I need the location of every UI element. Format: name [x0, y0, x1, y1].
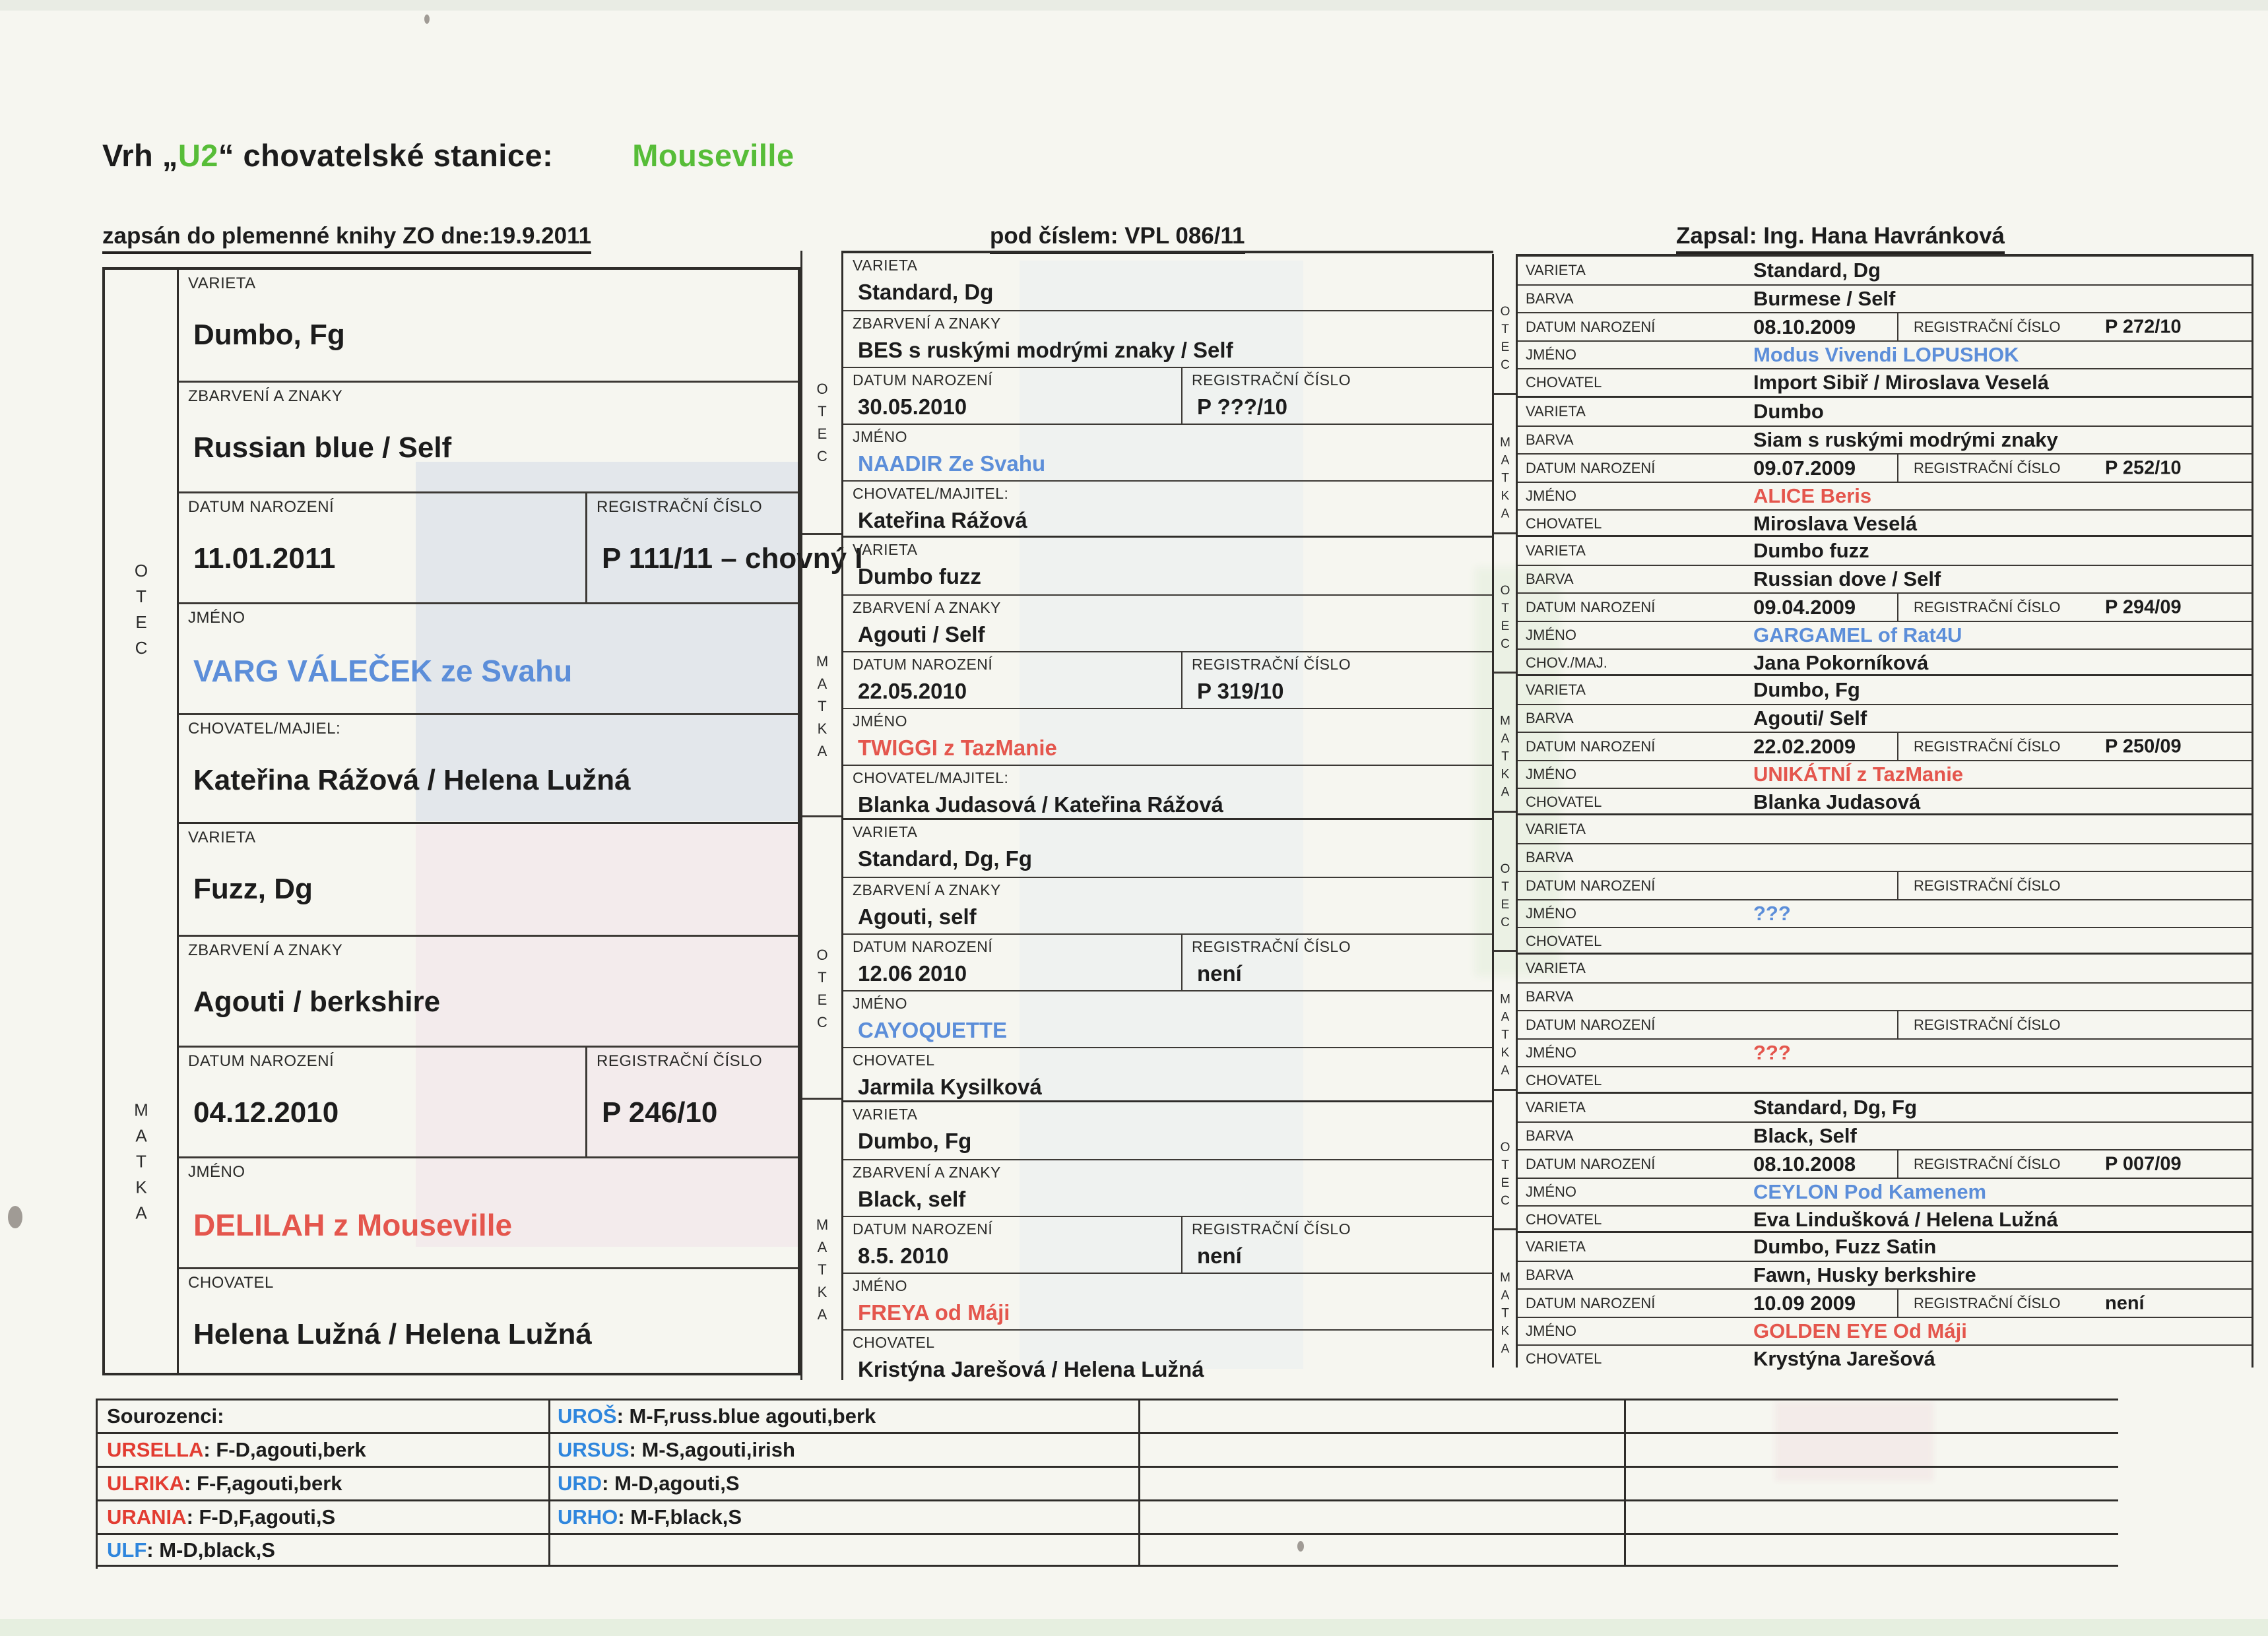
role-label: MATKA	[1498, 435, 1512, 525]
sibling-row	[98, 1466, 2118, 1499]
birthdate-value: 12.06 2010	[858, 961, 967, 986]
varieta-label: VARIETA	[1526, 960, 1586, 976]
siblings-table	[96, 1399, 2118, 1569]
role-label: OTEC	[1498, 1140, 1512, 1212]
varieta-label: VARIETA	[853, 541, 918, 558]
sibling-info: : M-F,black,S	[618, 1505, 742, 1528]
sibling-name: URSUS	[558, 1438, 630, 1461]
birthdate-label: DATUM NAROZENÍ	[1526, 1155, 1656, 1172]
sibling-info: : M-S,agouti,irish	[629, 1438, 795, 1461]
name-label: JMÉNO	[1526, 346, 1576, 363]
color-value: Agouti/ Self	[1753, 707, 1867, 730]
sibling-cell	[548, 1501, 1138, 1533]
grandparent-block-otec-2	[843, 818, 1493, 1102]
name-label: JMÉNO	[188, 609, 245, 627]
animal-name: DELILAH z Mouseville	[193, 1208, 513, 1242]
scan-edge-bottom	[0, 1619, 2268, 1636]
name-label: JMÉNO	[853, 995, 907, 1012]
cell-divider	[1897, 594, 1898, 621]
sibling-cell	[1138, 1400, 1624, 1432]
scan-artifact	[8, 1206, 22, 1228]
animal-name: ???	[1753, 902, 1791, 925]
column-divider	[548, 1400, 550, 1432]
breeder-value: Jarmila Kysilková	[858, 1075, 1042, 1099]
column-divider	[1138, 1535, 1140, 1565]
column-divider	[1138, 1400, 1140, 1432]
varieta-label: VARIETA	[1526, 262, 1586, 278]
varieta-value: Dumbo, Fg	[1753, 678, 1860, 701]
column-divider	[1138, 1468, 1140, 1499]
coloring-value: Black, self	[858, 1187, 966, 1211]
color-label: BARVA	[1526, 1127, 1574, 1144]
animal-name: UNIKÁTNÍ z TazManie	[1753, 763, 1964, 786]
color-label: BARVA	[1526, 988, 1574, 1005]
coloring-label: ZBARVENÍ A ZNAKY	[853, 315, 1001, 332]
varieta-label: VARIETA	[853, 257, 918, 274]
role-label: MATKA	[814, 652, 831, 765]
sibling-name: ULRIKA	[107, 1472, 185, 1495]
registration-cell	[1181, 368, 1493, 424]
sibling-name: UROŠ	[558, 1404, 617, 1428]
name-label: JMÉNO	[853, 1277, 907, 1294]
registration-cell	[1181, 935, 1493, 990]
registration-value: P 250/09	[2105, 736, 2182, 757]
birthdate-label: DATUM NAROZENÍ	[853, 938, 993, 955]
varieta-value: Dumbo fuzz	[1753, 539, 1869, 562]
color-label: BARVA	[1526, 1267, 1574, 1283]
sibling-cell	[1624, 1535, 2120, 1565]
sibling-cell	[98, 1434, 548, 1466]
sibling-name: URHO	[558, 1505, 618, 1528]
coloring-label: ZBARVENÍ A ZNAKY	[188, 941, 343, 959]
animal-name: GARGAMEL of Rat4U	[1753, 623, 1962, 646]
sibling-info: : F-D,agouti,berk	[203, 1438, 366, 1461]
column-divider	[1624, 1468, 1626, 1499]
animal-name: VARG VÁLEČEK ze Svahu	[193, 654, 573, 688]
breeder-label: CHOVATEL	[1526, 374, 1602, 391]
birthdate-label: DATUM NAROZENÍ	[853, 656, 993, 673]
coloring-label: ZBARVENÍ A ZNAKY	[853, 1164, 1001, 1181]
varieta-label: VARIETA	[1526, 681, 1586, 698]
scan-artifact	[424, 15, 430, 24]
registration-value: P ???/10	[1197, 394, 1287, 419]
role-label: OTEC	[1498, 862, 1512, 933]
parent-block-matka	[179, 822, 798, 1378]
birthdate-label: DATUM NAROZENÍ	[1526, 318, 1656, 335]
breeder-value: Krystýna Jarešová	[1753, 1347, 1935, 1370]
breeder-value: Miroslava Veselá	[1753, 512, 1918, 535]
varieta-value: Standard, Dg	[1753, 259, 1881, 282]
column-divider	[548, 1434, 550, 1466]
breeder-label: CHOVATEL/MAJITEL:	[853, 769, 1009, 786]
sibling-name: ULF	[107, 1538, 147, 1561]
breeder-value: Kateřina Rážová / Helena Lužná	[193, 764, 631, 796]
sibling-cell	[1624, 1501, 2120, 1533]
sibling-cell	[1138, 1535, 1624, 1565]
varieta-label: VARIETA	[853, 1106, 918, 1123]
animal-name: ALICE Beris	[1753, 484, 1872, 507]
column-divider	[548, 1468, 550, 1499]
column-divider	[1624, 1434, 1626, 1466]
cell-divider	[1897, 872, 1898, 899]
registration-label: REGISTRAČNÍ ČÍSLO	[1914, 1155, 2061, 1172]
registration-label: REGISTRAČNÍ ČÍSLO	[1914, 318, 2061, 335]
varieta-label: VARIETA	[1526, 821, 1586, 837]
registration-number-line: pod číslem: VPL 086/11	[990, 223, 1245, 254]
birthdate-value: 04.12.2010	[193, 1096, 339, 1129]
breeder-label: CHOVATEL	[188, 1274, 274, 1292]
cell-divider	[1897, 313, 1898, 340]
birthdate-value: 09.07.2009	[1753, 456, 1856, 480]
color-label: BARVA	[1526, 710, 1574, 726]
name-label: JMÉNO	[1526, 905, 1576, 922]
sibling-cell	[98, 1501, 548, 1533]
sibling-name: URD	[558, 1472, 602, 1495]
great-grandparent-block-otec-6	[1518, 1092, 2252, 1233]
registration-value: P 252/10	[2105, 457, 2182, 478]
breeder-value: Eva Lindušková / Helena Lužná	[1753, 1208, 2058, 1231]
sibling-cell	[1138, 1501, 1624, 1533]
coloring-label: ZBARVENÍ A ZNAKY	[853, 881, 1001, 898]
great-grandparent-block-matka-7	[1518, 1231, 2252, 1372]
animal-name: CAYOQUETTE	[858, 1018, 1008, 1042]
parents-table	[102, 267, 863, 1375]
role-label: MATKA	[1498, 714, 1512, 803]
breeder-value: Jana Pokorníková	[1753, 651, 1929, 674]
breeder-label: CHOVATEL	[1526, 933, 1602, 949]
column-divider	[1624, 1501, 1626, 1533]
registration-value: P 111/11 – chovný I	[602, 542, 863, 575]
breeder-label: CHOVATEL	[853, 1334, 935, 1351]
great-grandparents-role-strip	[1492, 254, 1518, 1368]
birthdate-label: DATUM NAROZENÍ	[1526, 598, 1656, 615]
great-grandparent-block-otec-4	[1518, 813, 2252, 955]
birthdate-label: DATUM NAROZENÍ	[1526, 738, 1656, 755]
registration-label: REGISTRAČNÍ ČÍSLO	[1914, 1016, 2061, 1033]
breeder-value: Blanka Judasová	[1753, 790, 1921, 813]
breeder-label: CHOVATEL	[853, 1052, 935, 1069]
sibling-info: : F-F,agouti,berk	[184, 1472, 342, 1495]
sibling-info: : M-F,russ.blue agouti,berk	[616, 1404, 876, 1428]
great-grandparent-block-otec-2	[1518, 535, 2252, 676]
page-title	[102, 137, 794, 173]
grandparents-table	[843, 251, 1493, 1380]
registration-label: REGISTRAČNÍ ČÍSLO	[1914, 877, 2061, 894]
registration-label: REGISTRAČNÍ ČÍSLO	[1192, 656, 1351, 673]
grandparent-block-otec-0	[843, 253, 1493, 536]
color-label: BARVA	[1526, 431, 1574, 448]
registration-value: P 246/10	[602, 1096, 718, 1129]
name-label: JMÉNO	[1526, 627, 1576, 643]
role-label: OTEC	[1498, 304, 1512, 376]
sibling-text: Sourozenci:	[107, 1404, 224, 1428]
varieta-label: VARIETA	[1526, 1238, 1586, 1255]
birthdate-value: 22.02.2009	[1753, 734, 1856, 758]
great-grandparent-block-matka-5	[1518, 953, 2252, 1094]
coloring-value: Agouti / Self	[858, 622, 985, 646]
animal-name: NAADIR Ze Svahu	[858, 451, 1046, 476]
sibling-name: URANIA	[107, 1505, 187, 1528]
role-label: OTEC	[131, 560, 151, 664]
great-grandparent-block-matka-3	[1518, 674, 2252, 815]
breeder-label: CHOVATEL/MAJITEL:	[853, 485, 1009, 502]
registration-label: REGISTRAČNÍ ČÍSLO	[1914, 459, 2061, 476]
registration-label: REGISTRAČNÍ ČÍSLO	[1192, 1220, 1351, 1238]
varieta-label: VARIETA	[853, 823, 918, 840]
color-value: Black, Self	[1753, 1124, 1857, 1147]
role-label: OTEC	[814, 381, 831, 471]
coloring-value: Agouti, self	[858, 904, 977, 929]
role-label: MATKA	[131, 1100, 151, 1229]
registration-label: REGISTRAČNÍ ČÍSLO	[1914, 598, 2061, 615]
registration-label: REGISTRAČNÍ ČÍSLO	[1914, 1294, 2061, 1311]
breeder-label: CHOVATEL	[1526, 794, 1602, 810]
title-suffix: “ chovatelské stanice:	[218, 138, 554, 173]
birthdate-value: 09.04.2009	[1753, 595, 1856, 619]
varieta-label: VARIETA	[188, 274, 256, 292]
title-prefix: Vrh „	[102, 138, 178, 173]
registration-value: P 319/10	[1197, 679, 1284, 703]
registration-label: REGISTRAČNÍ ČÍSLO	[597, 498, 763, 516]
registration-label: REGISTRAČNÍ ČÍSLO	[1192, 938, 1351, 955]
name-label: JMÉNO	[853, 428, 907, 445]
sibling-cell	[548, 1400, 1138, 1432]
registration-value: P 007/09	[2105, 1153, 2182, 1174]
breeder-value: Kristýna Jarešová / Helena Lužná	[858, 1357, 1204, 1381]
sibling-row	[98, 1499, 2118, 1533]
birthdate-label: DATUM NAROZENÍ	[1526, 1016, 1656, 1033]
sibling-row	[98, 1399, 2118, 1432]
birthdate-value: 08.10.2008	[1753, 1152, 1856, 1176]
varieta-label: VARIETA	[1526, 403, 1586, 420]
registration-label: REGISTRAČNÍ ČÍSLO	[1192, 371, 1351, 389]
breeder-label: CHOVATEL/MAJIEL:	[188, 720, 341, 738]
registration-value: P 294/09	[2105, 596, 2182, 617]
sibling-cell	[1138, 1434, 1624, 1466]
registration-value: P 272/10	[2105, 316, 2182, 337]
varieta-value: Standard, Dg, Fg	[858, 846, 1032, 871]
great-grandparent-block-otec-0	[1518, 257, 2252, 396]
breeder-value: Import Sibiř / Miroslava Veselá	[1753, 371, 2049, 394]
registered-date-line: zapsán do plemenné knihy ZO dne:19.9.2011	[102, 223, 591, 254]
birthdate-label: DATUM NAROZENÍ	[1526, 1294, 1656, 1311]
cell-divider	[1897, 733, 1898, 760]
varieta-label: VARIETA	[188, 829, 256, 846]
breeder-label: CHOVATEL	[1526, 1350, 1602, 1367]
column-divider	[1624, 1400, 1626, 1432]
animal-name: Modus Vivendi LOPUSHOK	[1753, 343, 2019, 366]
color-label: BARVA	[1526, 290, 1574, 307]
sibling-cell	[548, 1468, 1138, 1499]
sibling-cell	[1624, 1468, 2120, 1499]
birthdate-value: 08.10.2009	[1753, 315, 1856, 338]
column-divider	[1138, 1501, 1140, 1533]
color-value: Fawn, Husky berkshire	[1753, 1263, 1976, 1286]
name-label: JMÉNO	[1526, 1183, 1576, 1200]
cell-divider	[1897, 1150, 1898, 1178]
registration-label: REGISTRAČNÍ ČÍSLO	[597, 1052, 763, 1070]
varieta-value: Dumbo, Fg	[858, 1129, 972, 1153]
coloring-label: ZBARVENÍ A ZNAKY	[188, 387, 343, 405]
name-label: JMÉNO	[188, 1163, 245, 1181]
sibling-cell	[1624, 1434, 2120, 1466]
breeder-label: CHOV./MAJ.	[1526, 654, 1607, 671]
registration-cell	[585, 493, 863, 602]
birthdate-label: DATUM NAROZENÍ	[853, 1220, 993, 1238]
breeder-label: CHOVATEL	[1526, 1072, 1602, 1088]
varieta-value: Dumbo fuzz	[858, 564, 981, 588]
breeder-label: CHOVATEL	[1526, 515, 1602, 532]
scan-edge-top	[0, 0, 2268, 11]
sibling-cell	[548, 1535, 1138, 1565]
birthdate-label: DATUM NAROZENÍ	[1526, 459, 1656, 476]
grandparents-role-strip	[800, 251, 843, 1380]
color-label: BARVA	[1526, 849, 1574, 865]
birthdate-value: 11.01.2011	[193, 542, 336, 575]
sibling-cell	[98, 1535, 548, 1565]
breeding-station-name: Mouseville	[632, 138, 794, 173]
animal-name: FREYA od Máji	[858, 1300, 1010, 1325]
animal-name: ???	[1753, 1041, 1791, 1064]
coloring-label: ZBARVENÍ A ZNAKY	[853, 599, 1001, 616]
registration-value: není	[1197, 1243, 1242, 1268]
varieta-value: Dumbo, Fuzz Satin	[1753, 1235, 1937, 1258]
varieta-value: Fuzz, Dg	[193, 873, 313, 905]
role-label: MATKA	[1498, 992, 1512, 1082]
name-label: JMÉNO	[1526, 1044, 1576, 1061]
great-grandparents-table	[1518, 254, 2253, 1368]
registration-value: není	[2105, 1292, 2145, 1313]
coloring-value: Agouti / berkshire	[193, 986, 441, 1018]
name-label: JMÉNO	[1526, 766, 1576, 782]
sibling-cell	[1624, 1400, 2120, 1432]
birthdate-label: DATUM NAROZENÍ	[188, 1052, 335, 1070]
animal-name: TWIGGI z TazManie	[858, 736, 1057, 760]
registration-cell	[585, 1048, 798, 1156]
great-grandparent-block-matka-1	[1518, 396, 2252, 537]
birthdate-value: 22.05.2010	[858, 679, 967, 703]
sibling-cell	[1138, 1468, 1624, 1499]
role-label: MATKA	[814, 1216, 831, 1329]
coloring-value: BES s ruskými modrými znaky / Self	[858, 338, 1233, 362]
sibling-cell	[98, 1400, 548, 1432]
registration-value: není	[1197, 961, 1242, 986]
litter-code: U2	[178, 138, 218, 173]
cell-divider	[1897, 1011, 1898, 1038]
role-label: OTEC	[814, 946, 831, 1036]
grandparent-block-matka-1	[843, 536, 1493, 820]
birthdate-value: 10.09 2009	[1753, 1291, 1856, 1315]
animal-name: GOLDEN EYE Od Máji	[1753, 1319, 1967, 1342]
birthdate-value: 8.5. 2010	[858, 1243, 949, 1268]
column-divider	[1138, 1434, 1140, 1466]
birthdate-label: DATUM NAROZENÍ	[1526, 877, 1656, 894]
varieta-label: VARIETA	[1526, 542, 1586, 559]
registration-cell	[1181, 652, 1493, 708]
color-label: BARVA	[1526, 571, 1574, 587]
column-divider	[548, 1535, 550, 1565]
breeder-value: Kateřina Rážová	[858, 508, 1027, 532]
birthdate-label: DATUM NAROZENÍ	[853, 371, 993, 389]
registrar-line: Zapsal: Ing. Hana Havránková	[1676, 223, 2005, 254]
varieta-value: Standard, Dg	[858, 280, 994, 304]
sibling-name: URSELLA	[107, 1438, 204, 1461]
sibling-cell	[548, 1434, 1138, 1466]
color-value: Siam s ruskými modrými znaky	[1753, 428, 2058, 451]
varieta-value: Dumbo	[1753, 400, 1824, 423]
sibling-info: : F-D,F,agouti,S	[186, 1505, 336, 1528]
sibling-row	[98, 1432, 2118, 1466]
color-value: Russian dove / Self	[1753, 567, 1941, 590]
breeder-label: CHOVATEL	[1526, 1211, 1602, 1228]
parents-role-strip	[105, 270, 179, 1373]
varieta-label: VARIETA	[1526, 1099, 1586, 1116]
coloring-value: Russian blue / Self	[193, 431, 452, 464]
breeder-value: Blanka Judasová / Kateřina Rážová	[858, 792, 1223, 817]
name-label: JMÉNO	[853, 712, 907, 730]
name-label: JMÉNO	[1526, 488, 1576, 504]
varieta-value: Standard, Dg, Fg	[1753, 1096, 1917, 1119]
cell-divider	[1897, 1290, 1898, 1317]
animal-name: CEYLON Pod Kamenem	[1753, 1180, 1987, 1203]
column-divider	[1624, 1535, 1626, 1565]
registration-cell	[1181, 1217, 1493, 1273]
column-divider	[548, 1501, 550, 1533]
registration-label: REGISTRAČNÍ ČÍSLO	[1914, 738, 2061, 755]
varieta-value: Dumbo, Fg	[193, 319, 345, 351]
breeder-value: Helena Lužná / Helena Lužná	[193, 1318, 592, 1350]
sibling-info: : M-D,agouti,S	[602, 1472, 740, 1495]
name-label: JMÉNO	[1526, 1323, 1576, 1339]
role-label: MATKA	[1498, 1271, 1512, 1360]
birthdate-label: DATUM NAROZENÍ	[188, 498, 335, 516]
sibling-cell	[98, 1468, 548, 1499]
cell-divider	[1897, 455, 1898, 482]
birthdate-value: 30.05.2010	[858, 394, 967, 419]
sibling-info: : M-D,black,S	[146, 1538, 275, 1561]
grandparent-block-matka-3	[843, 1100, 1493, 1385]
role-label: OTEC	[1498, 583, 1512, 655]
color-value: Burmese / Self	[1753, 287, 1896, 310]
sibling-row	[98, 1533, 2118, 1567]
